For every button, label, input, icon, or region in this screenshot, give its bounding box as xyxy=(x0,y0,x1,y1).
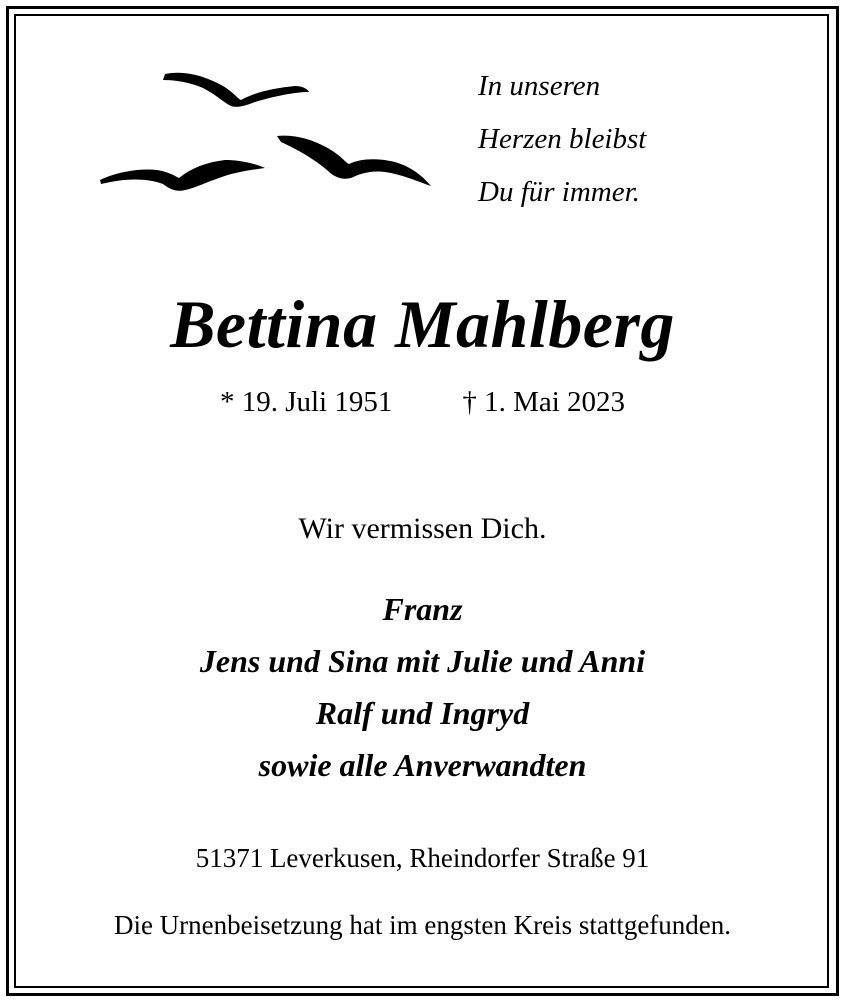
burial-notice: Die Urnenbeisetzung hat im engsten Kreis stattgefunden. xyxy=(113,910,732,940)
life-dates xyxy=(0,386,845,419)
deceased-name: Bettina Mahlberg xyxy=(170,286,675,362)
death-date: † 1. Mai 2023 xyxy=(462,386,626,418)
birth-date: * 19. Juli 1951 xyxy=(219,386,393,418)
family-line: sowie alle Anverwandten xyxy=(258,747,587,783)
family-list xyxy=(0,583,845,791)
motto-line: Du für immer. xyxy=(478,176,640,208)
address: 51371 Leverkusen, Rheindorfer Straße 91 xyxy=(195,843,650,873)
family-line: Franz xyxy=(382,591,463,627)
motto-line: Herzen bleibst xyxy=(478,123,647,155)
motto-line: In unseren xyxy=(478,70,601,102)
flying-birds-icon xyxy=(95,62,440,202)
motto xyxy=(478,60,646,219)
family-line: Jens und Sina mit Julie und Anni xyxy=(199,643,646,679)
message: Wir vermissen Dich. xyxy=(298,512,547,545)
family-line: Ralf und Ingryd xyxy=(315,695,530,731)
